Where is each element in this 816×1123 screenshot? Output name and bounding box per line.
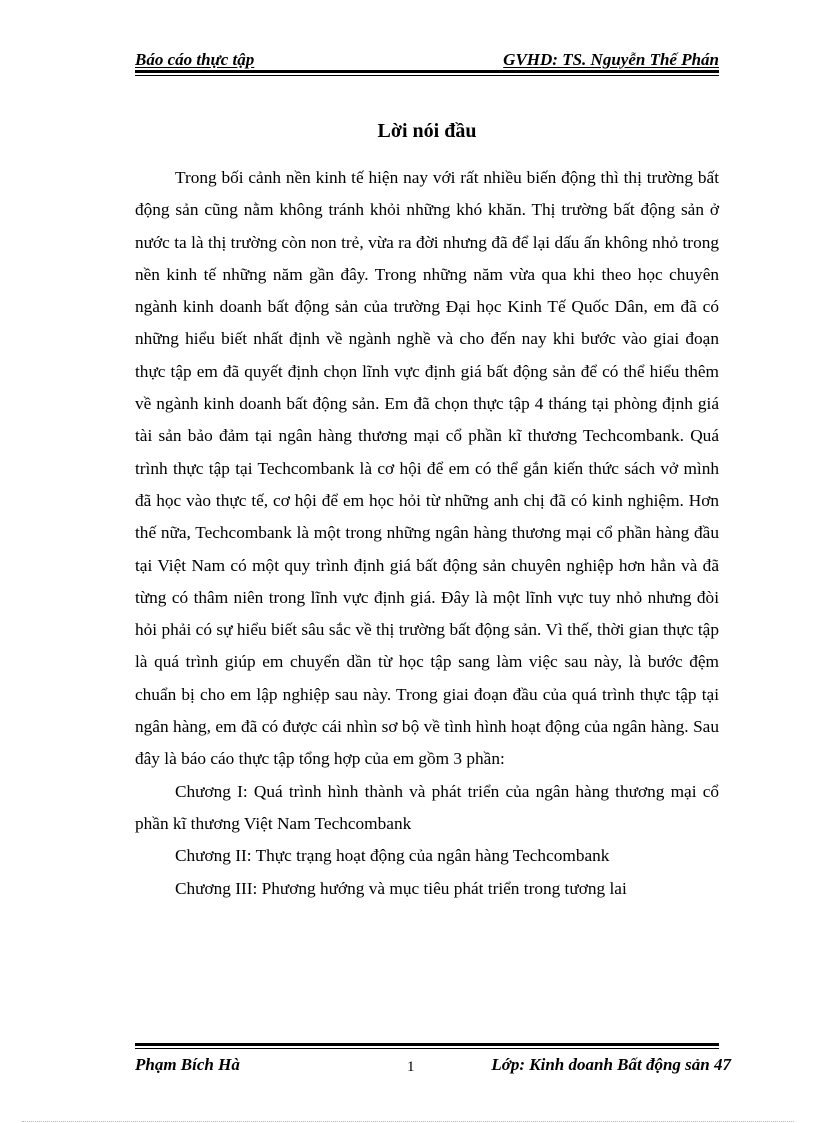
header-report-title: Báo cáo thực tập	[135, 50, 255, 69]
header-rule	[135, 70, 719, 73]
page-title: Lời nói đầu	[377, 120, 477, 142]
document-body	[135, 162, 719, 905]
footer-rule-thin	[135, 1048, 719, 1049]
header-rule-thin	[135, 75, 719, 76]
header-supervisor: GVHD: TS. Nguyễn Thế Phán	[503, 50, 719, 69]
footer-class: Lớp: Kinh doanh Bất động sản 47	[491, 1055, 731, 1074]
footer-rule	[135, 1043, 719, 1046]
page-footer	[135, 1043, 731, 1083]
chapter-2-paragraph: Chương II: Thực trạng hoạt động của ngân hàng Techcombank	[175, 846, 610, 866]
page-edge-divider	[22, 1121, 794, 1122]
page-number: 1	[407, 1059, 415, 1075]
page-header	[135, 46, 719, 72]
chapter-3-paragraph: Chương III: Phương hướng và mục tiêu phát triển trong tương lai	[175, 878, 627, 898]
chapter-1-paragraph: Chương I: Quá trình hình thành và phát triển của ngân hàng thương mại cổ phần kĩ thương Việt Nam Techcombank	[135, 781, 719, 833]
footer-author: Phạm Bích Hà	[135, 1055, 240, 1074]
intro-paragraph: Trong bối cảnh nền kinh tế hiện nay với rất nhiều biến động thì thị trường bất động sản cũng nằm không tránh khỏi những khó khăn. Thị trường bất động sản ở nước ta là thị trường còn non trẻ, vừa ra đời nhưng đã để lại dấu ấn không nhỏ trong nền kinh tế những năm gần đây. Trong những năm vừa qua khi theo học chuyên ngành kinh doanh bất động sản của trường Đại học Kinh Tế Quốc Dân, em đã có những hiểu biết nhất định về ngành nghề và cho đến nay khi bước vào giai đoạn thực tập em đã quyết định chọn lĩnh vực định giá bất động sản để có thể hiểu thêm về ngành kinh doanh bất động sản. Em đã chọn thực tập 4 tháng tại phòng định giá tài sản bảo đảm tại ngân hàng thương mại cổ phần kĩ thương Techcombank. Quá trình thực tập tại Techcombank là cơ hội để em có thể gắn kiến thức sách vở mình đã học vào thực tế, cơ hội để em học hỏi từ những anh chị đã có kinh nghiệm. Hơn thế nữa, Techcombank là một trong những ngân hàng thương mại cổ phần hàng đầu tại Việt Nam có một quy trình định giá bất động sản chuyên nghiệp hơn hẳn và đã từng có thâm niên trong lĩnh vực định giá. Đây là một lĩnh vực tuy nhỏ nhưng đòi hỏi phải có sự hiểu biết sâu sắc về thị trường bất động sản. Vì thế, thời gian thực tập là quá trình giúp em chuyển dần từ học tập sang làm việc sau này, là bước đệm chuẩn bị cho em lập nghiệp sau này. Trong giai đoạn đầu của quá trình thực tập tại ngân hàng, em đã có được cái nhìn sơ bộ về tình hình hoạt động của ngân hàng. Sau đây là báo cáo thực tập tổng hợp của em gồm 3 phần:	[135, 168, 719, 769]
